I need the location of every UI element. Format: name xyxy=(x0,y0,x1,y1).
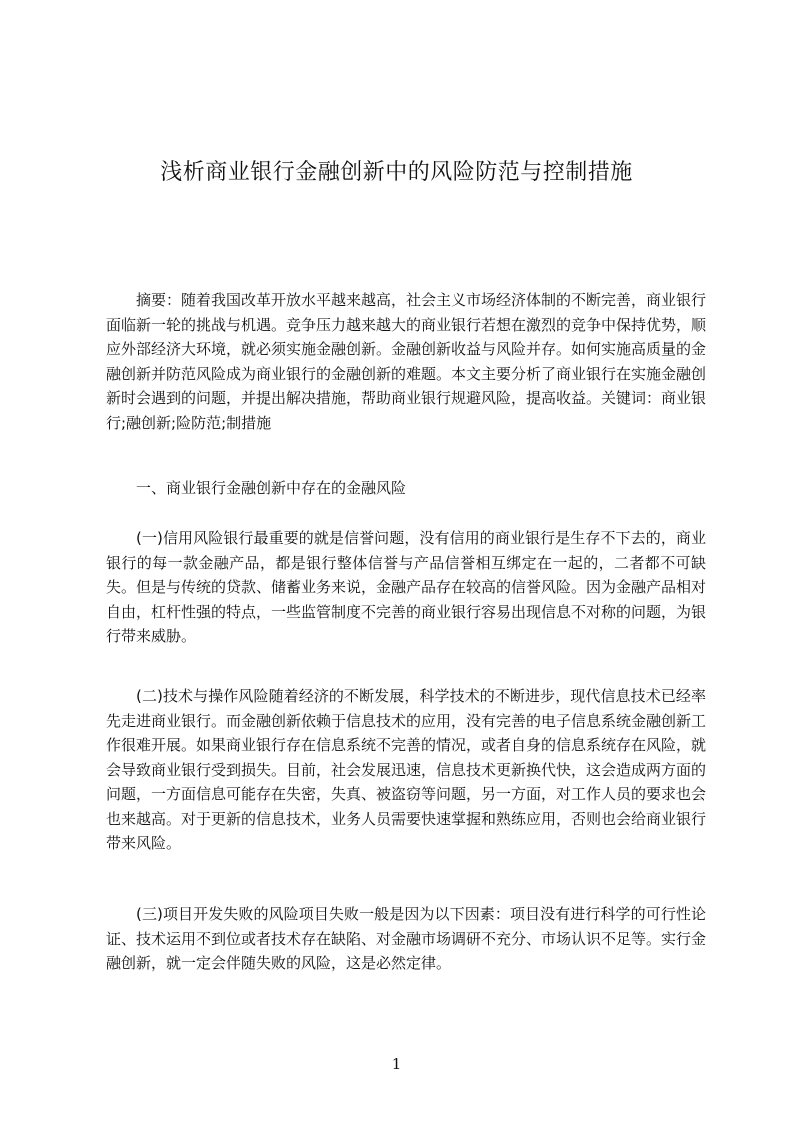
document-title: 浅析商业银行金融创新中的风险防范与控制措施 xyxy=(160,159,633,185)
paragraph-technical-risk: (二)技术与操作风险随着经济的不断发展，科学技术的不断进步，现代信息技术已经率先走进商业银行。而金融创新依赖于信息技术的应用，没有完善的电子信息系统金融创新工作很难开展。如果商业银行存在信息系统不完善的情况，或者自身的信息系统存在风险，就会导致商业银行受到损失。目前，社会发展迅速，信息技术更新换代快，这会造成两方面的问题，一方面信息可能存在失密，失真、被盗窃等问题，另一方面，对工作人员的要求也会也来越高。对于更新的信息技术，业务人员需要快速掌握和熟练应用，否则也会给商业银行带来风险。 xyxy=(106,687,707,852)
paragraph-credit-risk: (一)信用风险银行最重要的就是信誉问题，没有信用的商业银行是生存不下去的，商业银行的每一款金融产品，都是银行整体信誉与产品信誉相互绑定在一起的，二者都不可缺失。但是与传统的贷款、储蓄业务来说，金融产品存在较高的信誉风险。因为金融产品相对自由，杠杆性强的特点，一些监管制度不完善的商业银行容易出现信息不对称的问题，为银行带来威胁。 xyxy=(106,529,707,645)
abstract-paragraph: 摘要：随着我国改革开放水平越来越高，社会主义市场经济体制的不断完善，商业银行面临新一轮的挑战与机遇。竞争压力越来越大的商业银行若想在激烈的竞争中保持优势，顺应外部经济大环境，就必须实施金融创新。金融创新收益与风险并存。如何实施高质量的金融创新并防范风险成为商业银行的金融创新的难题。本文主要分析了商业银行在实施金融创新时会遇到的问题，并提出解决措施，帮助商业银行规避风险，提高收益。关键词：商业银行;融创新;险防范;制措施 xyxy=(106,291,707,432)
paragraph-project-risk: (三)项目开发失败的风险项目失败一般是因为以下因素：项目没有进行科学的可行性论证、技术运用不到位或者技术存在缺陷、对金融市场调研不充分、市场认识不足等。实行金融创新，就一定会伴随失败的风险，这是必然定律。 xyxy=(106,905,707,972)
section-heading: 一、商业银行金融创新中存在的金融风险 xyxy=(136,479,407,497)
page-number: 1 xyxy=(391,1055,402,1073)
